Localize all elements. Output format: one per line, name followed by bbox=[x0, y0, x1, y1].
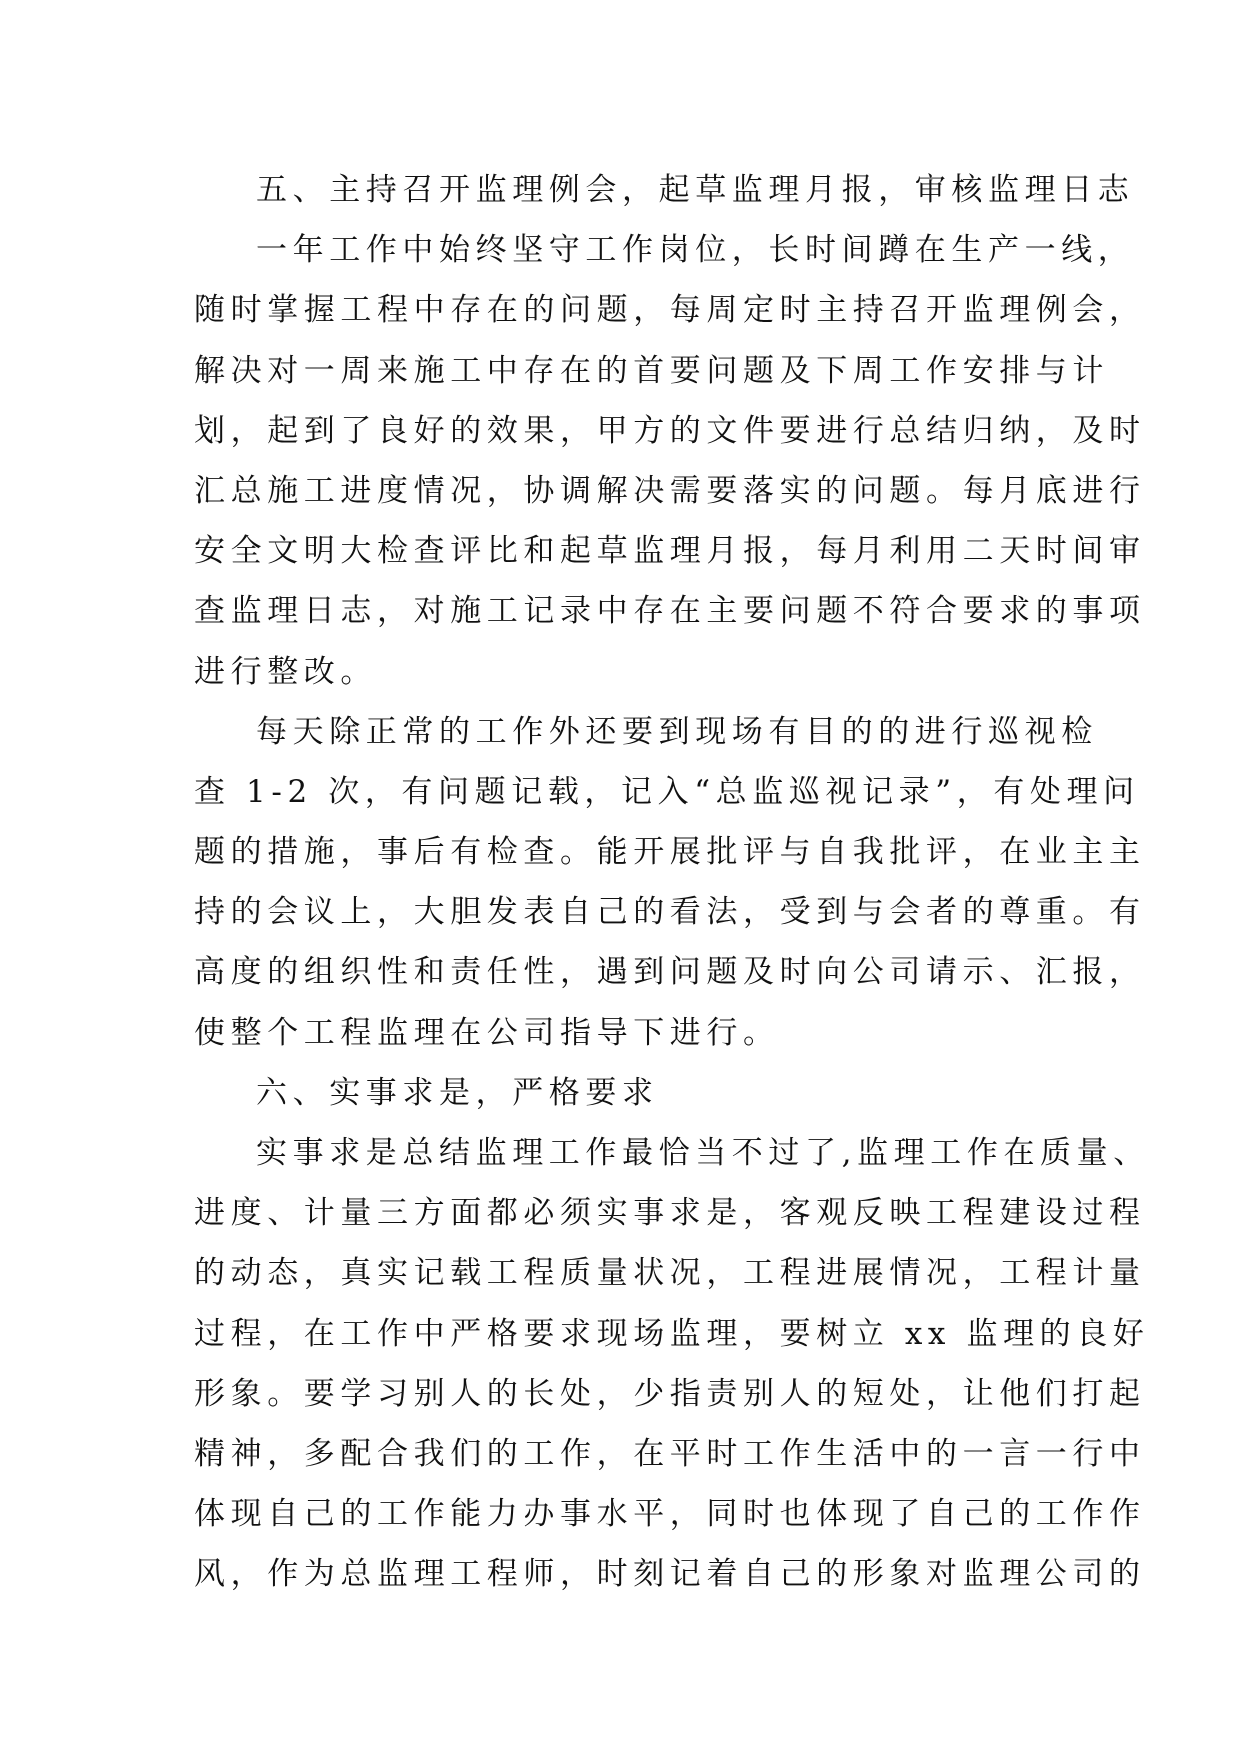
paragraph-line: 查监理日志，对施工记录中存在主要问题不符合要求的事项 bbox=[194, 593, 1146, 630]
paragraph-line: 实事求是总结监理工作最恰当不过了,监理工作在质量、 bbox=[256, 1135, 1150, 1171]
paragraph-line: 高度的组织性和责任性，遇到问题及时向公司请示、汇报， bbox=[194, 954, 1146, 991]
document-body bbox=[194, 160, 1150, 1605]
paragraph-line: 使整个工程监理在公司指导下进行。 bbox=[194, 1014, 780, 1051]
paragraph-line: 风，作为总监理工程师，时刻记着自己的形象对监理公司的 bbox=[194, 1556, 1146, 1593]
paragraph-line: 解决对一周来施工中存在的首要问题及下周工作安排与计 bbox=[194, 352, 1109, 389]
paragraph-line: 进行整改。 bbox=[194, 653, 377, 690]
paragraph-line: 进度、计量三方面都必须实事求是，客观反映工程建设过程 bbox=[194, 1195, 1146, 1232]
paragraph-line: 形象。要学习别人的长处，少指责别人的短处，让他们打起 bbox=[194, 1375, 1146, 1412]
section-heading-5: 五、主持召开监理例会，起草监理月报，审核监理日志 bbox=[256, 172, 1135, 208]
paragraph-line: 精神，多配合我们的工作，在平时工作生活中的一言一行中 bbox=[194, 1435, 1146, 1472]
paragraph-line: 划，起到了良好的效果，甲方的文件要进行总结归纳，及时 bbox=[194, 412, 1146, 449]
section-heading-6: 六、实事求是，严格要求 bbox=[256, 1074, 659, 1111]
paragraph-line: 汇总施工进度情况，协调解决需要落实的问题。每月底进行 bbox=[194, 472, 1146, 509]
paragraph-line: 随时掌握工程中存在的问题，每周定时主持召开监理例会， bbox=[194, 292, 1146, 329]
paragraph-line: 每天除正常的工作外还要到现场有目的的进行巡视检 bbox=[256, 713, 1098, 750]
paragraph-line: 题的措施，事后有检查。能开展批评与自我批评，在业主主 bbox=[194, 834, 1146, 871]
paragraph-line: 体现自己的工作能力办事水平，同时也体现了自己的工作作 bbox=[194, 1496, 1146, 1533]
paragraph-line: 过程，在工作中严格要求现场监理，要树立 xx 监理的良好 bbox=[194, 1315, 1150, 1352]
paragraph-line: 查 1-2 次，有问题记载，记入“总监巡视记录”，有处理问 bbox=[194, 773, 1140, 810]
paragraph-line: 持的会议上，大胆发表自己的看法，受到与会者的尊重。有 bbox=[194, 894, 1146, 931]
paragraph-line: 一年工作中始终坚守工作岗位，长时间蹲在生产一线， bbox=[256, 232, 1135, 269]
paragraph-line: 安全文明大检查评比和起草监理月报，每月利用二天时间审 bbox=[194, 533, 1146, 570]
paragraph-line: 的动态，真实记载工程质量状况，工程进展情况，工程计量 bbox=[194, 1255, 1146, 1292]
